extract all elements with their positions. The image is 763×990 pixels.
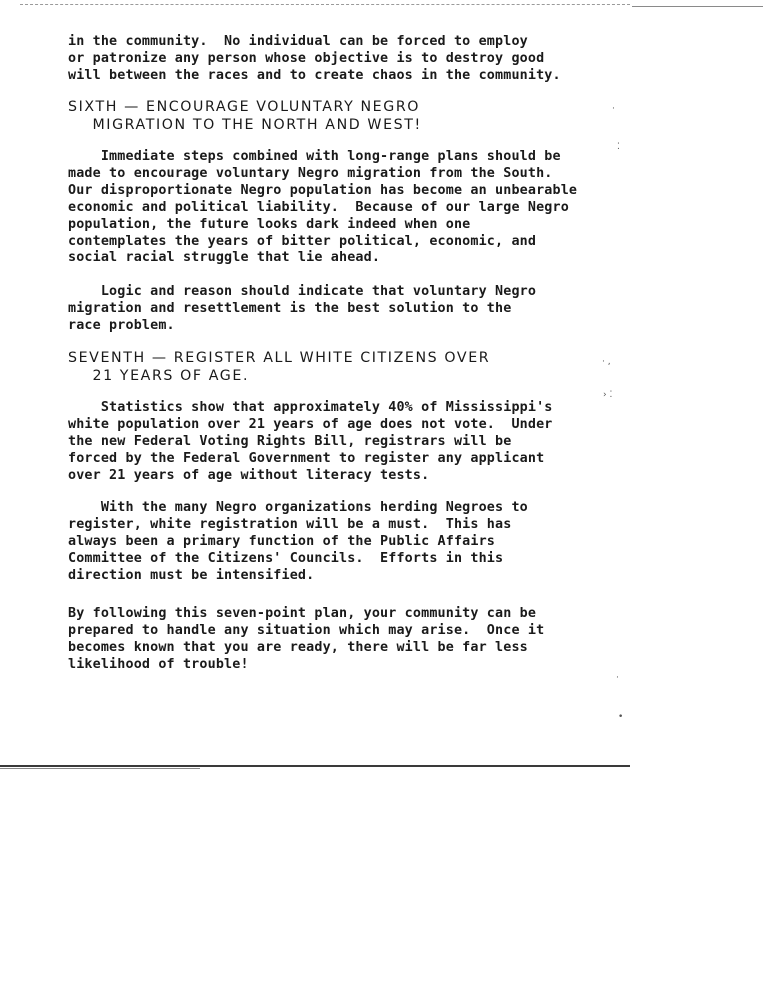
paragraph-seventh-1: Statistics show that approximately 40% of Mississippi's white population over 21 years of age does not vote. Under the new Federal Voting Rights Bill, registrars will be forced by the Federal Government to register any applicant over 21 years of age without literacy tests. <box>68 400 553 483</box>
bottom-border-line <box>0 765 630 767</box>
scan-speck: · <box>612 104 615 114</box>
top-border-line <box>20 4 630 5</box>
paragraph-closing: By following this seven-point plan, your community can be prepared to handle any situation which may arise. Once it becomes known that you are ready, there will be far less likelihood of trouble! <box>68 606 545 672</box>
scan-speck: › ⁚ <box>603 390 613 400</box>
scan-speck: ⁚ <box>617 142 620 152</box>
paragraph-intro: in the community. No individual can be forced to employ or patronize any person whose objective is to destroy good will between the races and to create chaos in the community. <box>68 34 561 83</box>
scan-speck: · <box>616 673 619 683</box>
bottom-border-line-shadow <box>0 768 200 769</box>
scan-speck: · , <box>602 357 611 367</box>
heading-sixth: SIXTH — ENCOURAGE VOLUNTARY NEGRO MIGRATION TO THE NORTH AND WEST! <box>68 99 422 133</box>
top-border-line-right <box>632 6 763 7</box>
scan-speck: • <box>618 712 624 722</box>
heading-seventh: SEVENTH — REGISTER ALL WHITE CITIZENS OVER 21 YEARS OF AGE. <box>68 350 491 384</box>
paragraph-sixth-2: Logic and reason should indicate that voluntary Negro migration and resettlement is the best solution to the race problem. <box>68 284 537 333</box>
paragraph-seventh-2: With the many Negro organizations herding Negroes to register, white registration will be a must. This has always been a primary function of the Public Affairs Committee of the Citizens' Councils. Efforts in this direction must be intensified. <box>68 500 528 583</box>
paragraph-sixth-1: Immediate steps combined with long-range plans should be made to encourage voluntary Negro migration from the South. Our disproportionate Negro population has become an unbearable economic and political liability. Because of our large Negro population, the future looks dark indeed when one contemplates the years of bitter political, economic, and social racial struggle that lie ahead. <box>68 149 578 266</box>
